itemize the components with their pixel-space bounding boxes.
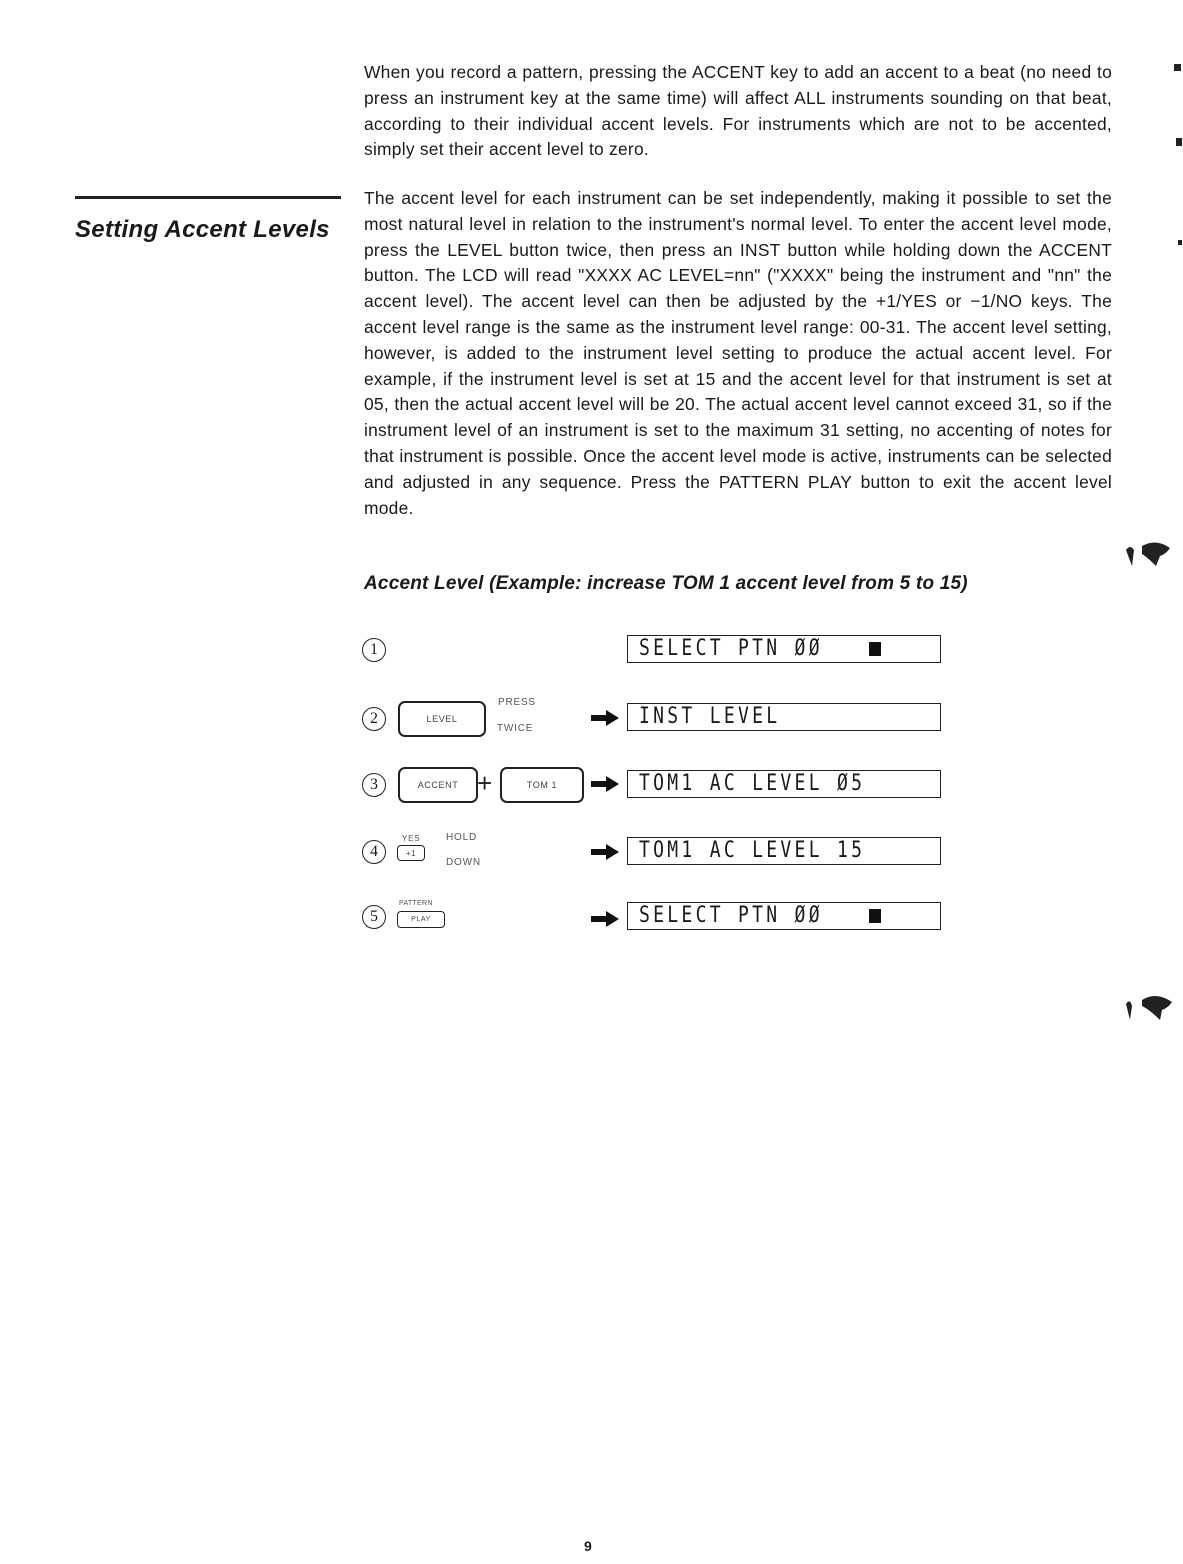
section-paragraph: The accent level for each instrument can be set independently, making it possible to set the most natural level in relation to the instrument's normal level. To enter the accent level mode, press the LEVEL button twice, then press an INST button while holding down the ACCENT button. The LCD will read "XXXX AC LEVEL=nn" ("XXXX" being the instrument and "nn" the accent level). The accent level can then be adjusted by the +1/YES or −1/NO keys. The accent level range is the same as the instrument level range: 00-31. The accent level setting, however, is added to the instrument level setting to produce the actual accent level. For example, if the instrument level is set at 15 and the accent level for that instrument is set at 05, then the actual accent level will be 20. The actual accent level cannot exceed 31, so if the instrument level of an instrument is set to the maximum 31 setting, no accenting of notes for that instrument is possible. Once the accent level mode is active, instruments can be selected and adjusted in any sequence. Press the PATTERN PLAY button to exit the accent level mode. xyxy=(364,188,1112,518)
lcd-display xyxy=(627,902,941,930)
press-label: PRESS xyxy=(498,697,536,708)
lcd-cursor xyxy=(869,642,881,656)
scan-mark xyxy=(1176,138,1182,146)
step-number: 3 xyxy=(362,773,386,797)
lcd-display xyxy=(627,770,941,798)
step-number: 4 xyxy=(362,840,386,864)
twice-label: TWICE xyxy=(497,723,534,734)
lcd-text: SELECT PTN ØØ xyxy=(639,636,823,661)
binding-hole-icon xyxy=(1124,992,1174,1022)
lcd-cursor xyxy=(869,909,881,923)
lcd-text: SELECT PTN ØØ xyxy=(639,903,823,928)
lcd-text: INST LEVEL xyxy=(639,704,781,729)
arrow-right-icon xyxy=(591,710,619,726)
lcd-text: TOM1 AC LEVEL 15 xyxy=(639,838,866,863)
arrow-right-icon xyxy=(591,776,619,792)
pattern-label: PATTERN xyxy=(399,900,433,907)
intro-paragraph: When you record a pattern, pressing the ACCENT key to add an accent to a beat (no need to press an instrument key at the same time) will affect ALL instruments sounding on that beat, according to their individual accent levels. For instruments which are not to be accented, simply set their accent level to zero. xyxy=(364,62,1112,160)
level-key[interactable]: LEVEL xyxy=(398,701,486,737)
page-number: 9 xyxy=(584,1538,592,1554)
scan-mark xyxy=(1174,64,1181,71)
section-rule xyxy=(75,196,341,199)
lcd-text: TOM1 AC LEVEL Ø5 xyxy=(639,771,866,796)
section-title: Setting Accent Levels xyxy=(75,216,330,243)
down-label: DOWN xyxy=(446,857,481,868)
step-number: 1 xyxy=(362,638,386,662)
scan-mark xyxy=(1178,240,1182,245)
plus-one-yes-key[interactable]: +1 xyxy=(397,845,425,861)
hold-label: HOLD xyxy=(446,832,477,843)
plus-sign: + xyxy=(477,768,493,798)
pattern-play-key[interactable]: PLAY xyxy=(397,911,445,928)
step-number: 5 xyxy=(362,905,386,929)
example-title: Accent Level (Example: increase TOM 1 accent level from 5 to 15) xyxy=(364,573,968,594)
yes-label: YES xyxy=(402,834,421,843)
tom1-key[interactable]: TOM 1 xyxy=(500,767,584,803)
lcd-display xyxy=(627,635,941,663)
arrow-right-icon xyxy=(591,911,619,927)
lcd-display xyxy=(627,837,941,865)
binding-hole-icon xyxy=(1122,540,1172,570)
arrow-right-icon xyxy=(591,844,619,860)
accent-key[interactable]: ACCENT xyxy=(398,767,478,803)
lcd-display xyxy=(627,703,941,731)
step-number: 2 xyxy=(362,707,386,731)
